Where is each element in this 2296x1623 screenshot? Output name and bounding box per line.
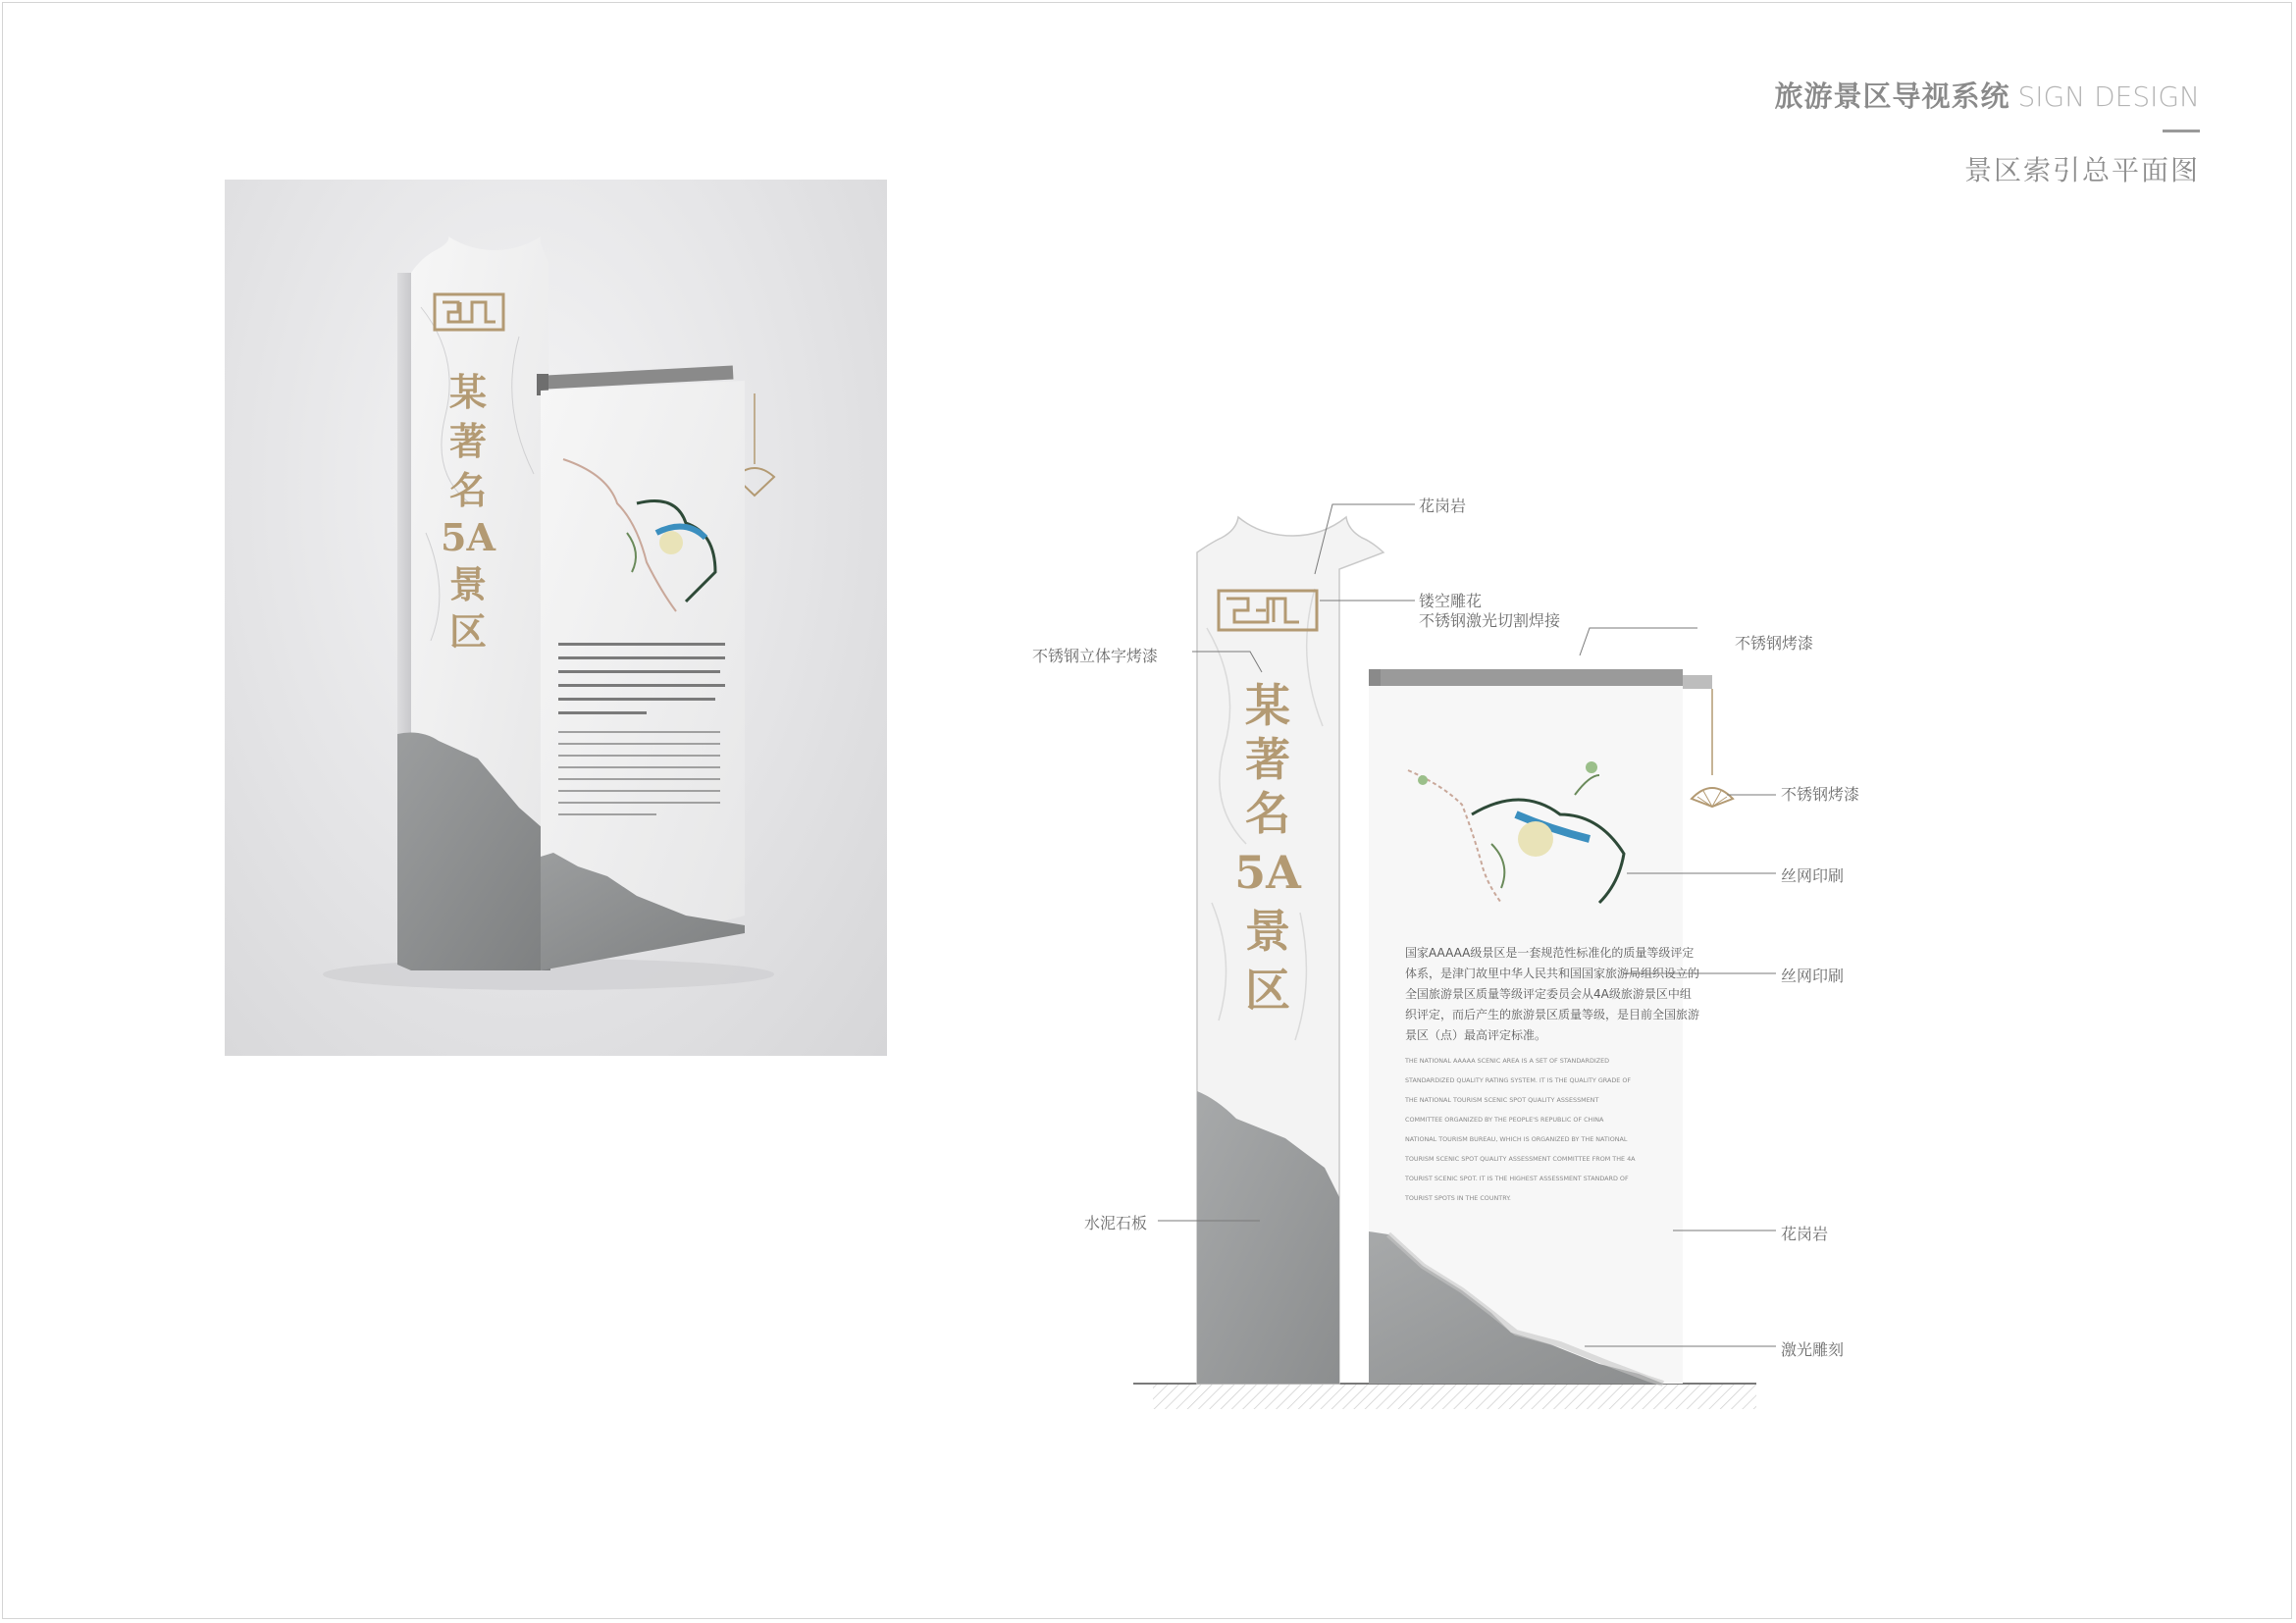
svg-text:TOURISM SCENIC SPOT QUALITY AS: TOURISM SCENIC SPOT QUALITY ASSESSMENT COMMITTEE FROM THE 4A bbox=[1405, 1155, 1636, 1163]
sign-char-2-3d: 著 bbox=[448, 419, 488, 463]
ground-hatch bbox=[1153, 1384, 1756, 1409]
svg-text:景区（点）最高评定标准。: 景区（点）最高评定标准。 bbox=[1405, 1028, 1547, 1042]
svg-text:全国旅游景区质量等级评定委员会从4A级旅游景区中组: 全国旅游景区质量等级评定委员会从4A级旅游景区中组 bbox=[1405, 987, 1692, 1001]
svg-text:国家AAAAA级景区是一套规范性标准化的质量等级评定: 国家AAAAA级景区是一套规范性标准化的质量等级评定 bbox=[1405, 946, 1695, 960]
sign-char-5-3d: 景 bbox=[448, 562, 488, 606]
sign-char-2: 著 bbox=[1245, 733, 1290, 786]
svg-text:NATIONAL TOURISM BUREAU, WHICH: NATIONAL TOURISM BUREAU, WHICH IS ORGANIZED BY THE NATIONAL bbox=[1405, 1135, 1628, 1143]
sign-char-4: 5A bbox=[1234, 846, 1301, 899]
callout-laser-cut-weld: 不锈钢激光切割焊接 bbox=[1419, 611, 1561, 630]
sign-char-3-3d: 名 bbox=[448, 468, 488, 512]
callout-hollow-carving: 镂空雕花 bbox=[1419, 592, 1483, 610]
header-title-en: SIGN DESIGN bbox=[2017, 80, 2200, 113]
svg-text:体系，是津门故里中华人民共和国国家旅游局组织设立的: 体系，是津门故里中华人民共和国国家旅游局组织设立的 bbox=[1405, 967, 1700, 980]
callout-granite-top: 花岗岩 bbox=[1419, 497, 1467, 515]
header-divider bbox=[2163, 130, 2200, 132]
svg-text:THE NATIONAL AAAAA SCENIC AREA: THE NATIONAL AAAAA SCENIC AREA IS A SET OF STANDARDIZED bbox=[1405, 1057, 1610, 1065]
callout-silkscreen-text: 丝网印刷 bbox=[1781, 967, 1845, 985]
svg-text:COMMITTEE ORGANIZED BY THE PEO: COMMITTEE ORGANIZED BY THE PEOPLE'S REPUBLIC OF CHINA bbox=[1405, 1116, 1604, 1124]
svg-text:THE NATIONAL TOURISM SCENIC SP: THE NATIONAL TOURISM SCENIC SPOT QUALITY ASSESSMENT bbox=[1405, 1096, 1599, 1104]
header-title-cn: 旅游景区导视系统 bbox=[1774, 79, 2010, 113]
callout-silkscreen-map: 丝网印刷 bbox=[1781, 866, 1845, 885]
svg-text:织评定，而后产生的旅游景区质量等级，是目前全国旅游: 织评定，而后产生的旅游景区质量等级，是目前全国旅游 bbox=[1405, 1008, 1700, 1021]
svg-text:TOURIST SCENIC SPOT. IT IS THE: TOURIST SCENIC SPOT. IT IS THE HIGHEST ASSESSMENT STANDARD OF bbox=[1405, 1175, 1629, 1182]
page-header bbox=[1774, 75, 2200, 115]
sign-char-6-3d: 区 bbox=[448, 609, 488, 654]
sign-char-1-3d: 某 bbox=[448, 370, 488, 414]
callout-cement-board: 水泥石板 bbox=[1084, 1214, 1148, 1232]
sign-char-6: 区 bbox=[1245, 964, 1290, 1017]
svg-text:TOURIST SPOTS IN THE COUNTRY.: TOURIST SPOTS IN THE COUNTRY. bbox=[1405, 1194, 1511, 1202]
sign-3d-render bbox=[225, 180, 887, 1056]
sign-char-4-3d: 5A bbox=[441, 515, 496, 559]
sign-char-3: 名 bbox=[1245, 787, 1290, 840]
sign-char-5: 景 bbox=[1245, 905, 1290, 958]
callout-steel-lettering: 不锈钢立体字烤漆 bbox=[1032, 647, 1159, 665]
callout-steel-bar: 不锈钢烤漆 bbox=[1735, 634, 1814, 653]
callout-laser-engraving: 激光雕刻 bbox=[1781, 1340, 1845, 1359]
sign-char-1: 某 bbox=[1245, 679, 1290, 732]
callout-steel-fan: 不锈钢烤漆 bbox=[1781, 785, 1860, 804]
steel-bar bbox=[1369, 669, 1683, 686]
svg-text:STANDARDIZED QUALITY RATING SY: STANDARDIZED QUALITY RATING SYSTEM. IT IS THE QUALITY GRADE OF bbox=[1405, 1076, 1632, 1084]
callout-granite-panel: 花岗岩 bbox=[1781, 1225, 1829, 1243]
page-subtitle: 景区索引总平面图 bbox=[1963, 154, 2200, 186]
